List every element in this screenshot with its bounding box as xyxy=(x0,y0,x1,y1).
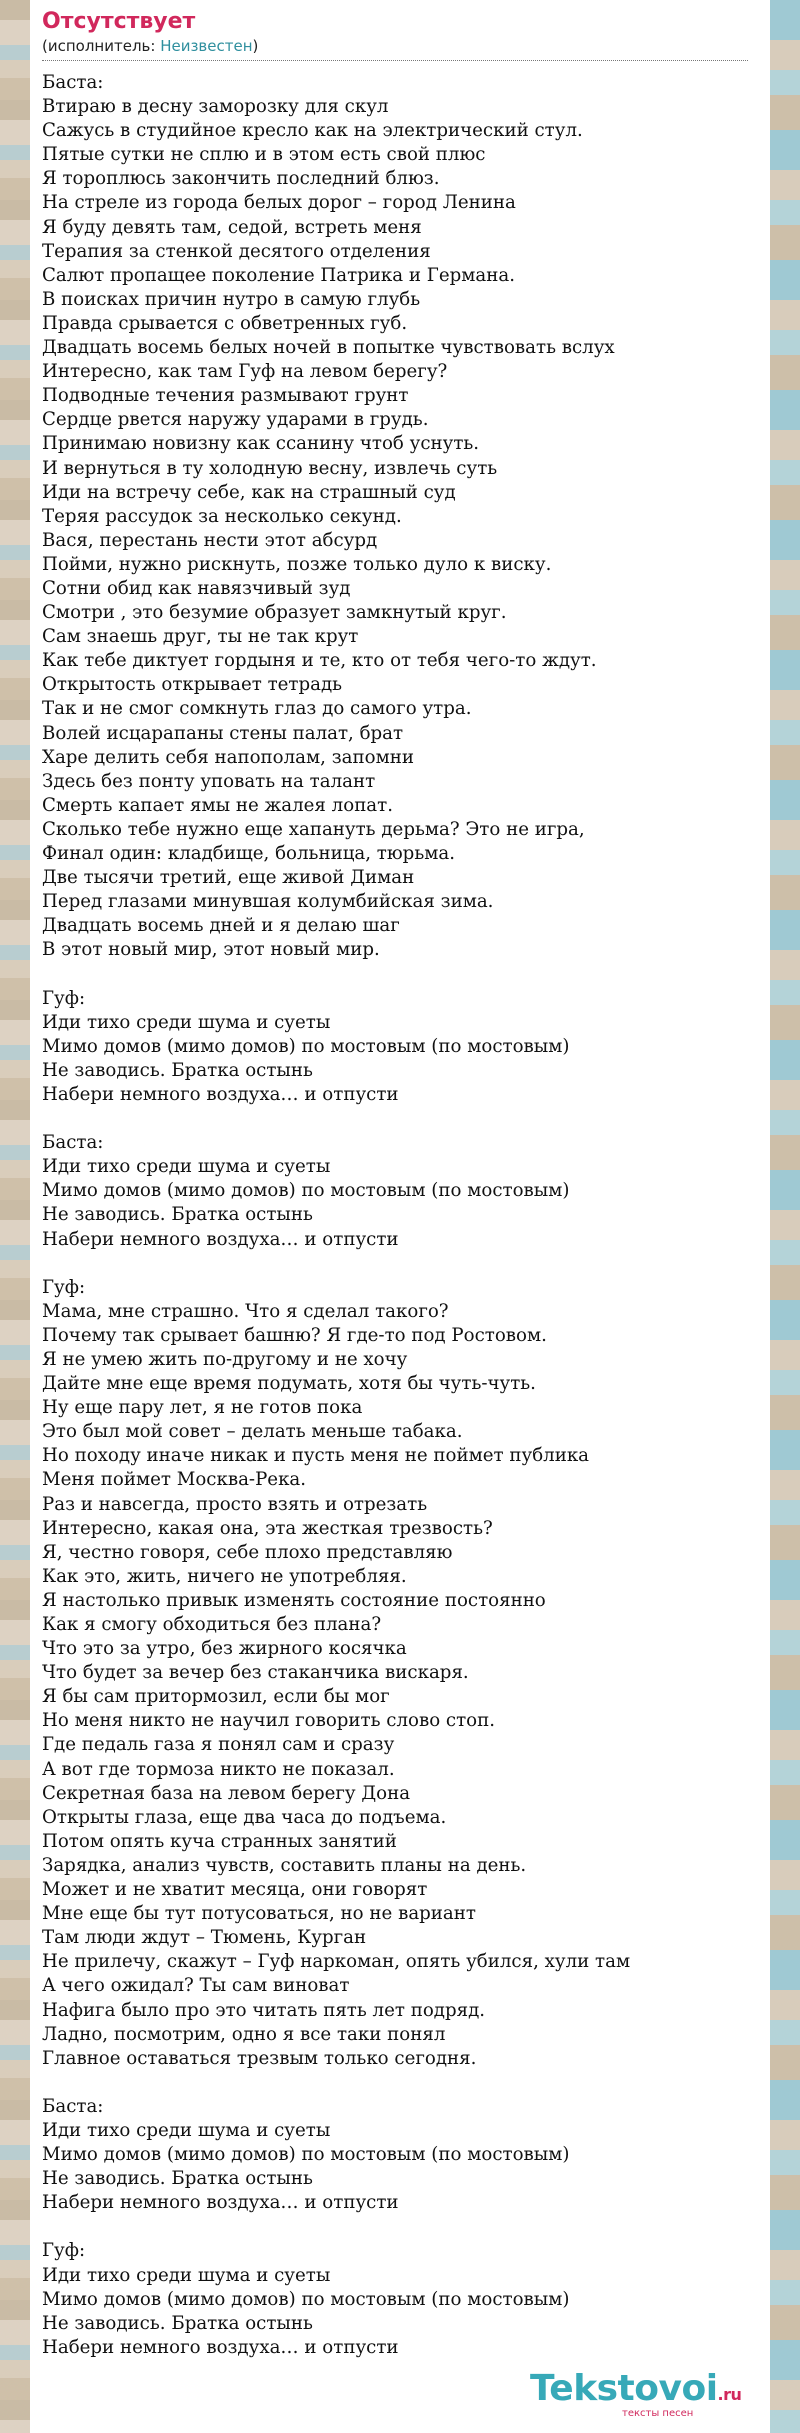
lyric-line: Так и не смог сомкнуть глаз до самого утра. xyxy=(42,698,472,720)
lyric-line: Набери немного воздуха… и отпусти xyxy=(42,1228,399,1250)
lyric-line: Я не умею жить по-другому и не хочу xyxy=(42,1348,408,1370)
lyric-line: Две тысячи третий, еще живой Диман xyxy=(42,867,415,889)
stanza-break xyxy=(42,1107,756,1131)
artist-suffix: ) xyxy=(252,37,259,55)
lyric-line: Вася, перестань нести этот абсурд xyxy=(42,529,378,551)
lyric-line: Там люди ждут – Тюмень, Курган xyxy=(42,1927,367,1949)
lyric-line: Ну еще пару лет, я не готов пока xyxy=(42,1397,363,1419)
lyric-line: Потом опять куча странных занятий xyxy=(42,1830,397,1852)
lyric-line: Двадцать восемь белых ночей в попытке чувствовать вслух xyxy=(42,337,615,359)
lyric-line: Главное оставаться трезвым только сегодня. xyxy=(42,2047,477,2069)
lyric-line: Баста: xyxy=(42,2095,104,2117)
lyric-line: Гуф: xyxy=(42,1276,86,1298)
lyric-line: Как это, жить, ничего не употребляя. xyxy=(42,1565,407,1587)
lyric-line: Открытость открывает тетрадь xyxy=(42,674,343,696)
lyric-line: Иди тихо среди шума и суеты xyxy=(42,1156,331,1178)
lyric-line: Это был мой совет – делать меньше табака. xyxy=(42,1421,463,1443)
stanza-break xyxy=(42,1252,756,1276)
lyric-line: А чего ожидал? Ты сам виноват xyxy=(42,1975,350,1997)
lyric-line: Подводные течения размывают грунт xyxy=(42,385,409,407)
lyric-line: Сотни обид как навязчивый зуд xyxy=(42,577,351,599)
lyric-line: Волей исцарапаны стены палат, брат xyxy=(42,722,404,744)
lyric-line: Почему так срывает башню? Я где-то под Ростовом. xyxy=(42,1324,547,1346)
lyric-line: Гуф: xyxy=(42,2240,86,2262)
site-logo[interactable] xyxy=(530,2370,770,2420)
lyric-line: Сердце рвется наружу ударами в грудь. xyxy=(42,409,429,431)
lyric-line: Смотри , это безумие образует замкнутый круг. xyxy=(42,602,507,624)
lyric-line: Интересно, какая она, эта жесткая трезвость? xyxy=(42,1517,493,1539)
artist-line xyxy=(42,36,756,56)
song-title: Отсутствует xyxy=(42,9,196,34)
lyric-line: Как тебе диктует гордыня и те, кто от тебя чего-то ждут. xyxy=(42,650,597,672)
lyric-line: Мне еще бы тут потусоваться, но не вариант xyxy=(42,1903,476,1925)
lyric-line: Смерть капает ямы не жалея лопат. xyxy=(42,794,393,816)
lyric-line: Мама, мне страшно. Что я сделал такого? xyxy=(42,1300,449,1322)
lyric-line: И вернуться в ту холодную весну, извлечь суть xyxy=(42,457,498,479)
lyric-line: Правда срывается с обветренных губ. xyxy=(42,312,408,334)
lyric-line: Я бы сам притормозил, если бы мог xyxy=(42,1686,390,1708)
lyric-line: Нафига было про это читать пять лет подряд. xyxy=(42,1999,486,2021)
lyric-line: Набери немного воздуха… и отпусти xyxy=(42,2336,399,2358)
lyric-line: Мимо домов (мимо домов) по мостовым (по мостовым) xyxy=(42,1035,570,1057)
lyric-line: Здесь без понту уповать на талант xyxy=(42,770,376,792)
lyric-line: Меня поймет Москва-Река. xyxy=(42,1469,307,1491)
stanza-break xyxy=(42,2215,756,2239)
lyric-line: Я буду девять там, седой, встреть меня xyxy=(42,216,422,238)
lyric-line: Сколько тебе нужно еще хапануть дерьма? Это не игра, xyxy=(42,818,585,840)
lyric-line: Мимо домов (мимо домов) по мостовым (по мостовым) xyxy=(42,2288,570,2310)
lyric-line: Я настолько привык изменять состояние постоянно xyxy=(42,1589,546,1611)
lyric-line: Терапия за стенкой десятого отделения xyxy=(42,240,431,262)
lyric-line: Иди тихо среди шума и суеты xyxy=(42,2264,331,2286)
lyric-line: Как я смогу обходиться без плана? xyxy=(42,1614,382,1635)
lyric-line: Где педаль газа я понял сам и сразу xyxy=(42,1734,395,1756)
logo-tld: .ru xyxy=(717,2385,742,2404)
lyric-line: Секретная база на левом берегу Дона xyxy=(42,1782,411,1804)
lyric-line: Мимо домов (мимо домов) по мостовым (по мостовым) xyxy=(42,2144,570,2166)
lyric-line: В этот новый мир, этот новый мир. xyxy=(42,939,380,961)
lyric-line: Двадцать восемь дней и я делаю шаг xyxy=(42,915,400,937)
lyric-line: Что это за утро, без жирного косячка xyxy=(42,1638,407,1660)
stanza-break xyxy=(42,2071,756,2095)
lyric-line: Принимаю новизну как ссанину чтоб уснуть. xyxy=(42,433,480,455)
lyric-line: Харе делить себя напополам, запомни xyxy=(42,746,414,768)
artist-link[interactable]: Неизвестен xyxy=(160,37,253,55)
lyric-line: Пойми, нужно рискнуть, позже только дуло к виску. xyxy=(42,553,552,575)
lyric-line: Может и не хватит месяца, они говорят xyxy=(42,1879,428,1901)
lyric-line: Я тороплюсь закончить последний блюз. xyxy=(42,168,440,190)
lyric-line: Не заводись. Братка остынь xyxy=(42,1204,313,1226)
logo-tagline: тексты песен xyxy=(622,2408,694,2419)
artist-prefix: (исполнитель: xyxy=(42,37,161,55)
lyric-line: Баста: xyxy=(42,72,104,93)
lyric-line: Втираю в десну заморозку для скул xyxy=(42,96,389,118)
lyric-line: Интересно, как там Гуф на левом берегу? xyxy=(42,361,448,383)
lyric-line: Иди тихо среди шума и суеты xyxy=(42,1011,331,1033)
lyrics-text xyxy=(30,61,770,2360)
lyric-line: Пятые сутки не сплю и в этом есть свой плюс xyxy=(42,144,486,166)
lyric-line: В поисках причин нутро в самую глубь xyxy=(42,288,421,310)
lyric-line: Иди тихо среди шума и суеты xyxy=(42,2119,331,2141)
lyric-line: Салют пропащее поколение Патрика и Германа. xyxy=(42,264,515,286)
lyric-line: На стреле из города белых дорог – город Ленина xyxy=(42,192,516,214)
lyric-line: Набери немного воздуха… и отпусти xyxy=(42,1083,399,1105)
lyric-line: Ладно, посмотрим, одно я все таки понял xyxy=(42,2023,446,2045)
lyric-line: Я, честно говоря, себе плохо представляю xyxy=(42,1541,453,1563)
lyric-line: Не прилечу, скажут – Гуф наркоман, опять убился, хули там xyxy=(42,1951,631,1973)
lyric-line: Набери немного воздуха… и отпусти xyxy=(42,2192,399,2214)
lyric-line: Но меня никто не научил говорить слово стоп. xyxy=(42,1710,496,1732)
lyric-line: Дайте мне еще время подумать, хотя бы чуть-чуть. xyxy=(42,1373,536,1395)
lyric-line: Финал один: кладбище, больница, тюрьма. xyxy=(42,843,456,864)
song-header xyxy=(30,0,770,61)
lyric-line: Открыты глаза, еще два часа до подъема. xyxy=(42,1806,447,1828)
lyric-line: Перед глазами минувшая колумбийская зима. xyxy=(42,891,494,913)
stanza-break xyxy=(42,962,756,986)
lyric-line: Раз и навсегда, просто взять и отрезать xyxy=(42,1493,428,1515)
lyric-line: Сам знаешь друг, ты не так крут xyxy=(42,626,359,648)
lyric-line: Иди на встречу себе, как на страшный суд xyxy=(42,481,456,503)
logo-name: Tekstovoi xyxy=(530,2368,718,2409)
lyric-line: Теряя рассудок за несколько секунд. xyxy=(42,505,402,527)
lyric-line: А вот где тормоза никто не показал. xyxy=(42,1758,395,1780)
decorative-stripe xyxy=(770,0,800,2433)
lyric-line: Гуф: xyxy=(42,987,86,1009)
lyric-line: Сажусь в студийное кресло как на электрический стул. xyxy=(42,120,583,142)
lyric-line: Мимо домов (мимо домов) по мостовым (по мостовым) xyxy=(42,1180,570,1202)
lyric-line: Не заводись. Братка остынь xyxy=(42,1059,313,1081)
lyric-line: Не заводись. Братка остынь xyxy=(42,2312,313,2334)
lyrics-page xyxy=(30,0,770,2433)
lyric-line: Не заводись. Братка остынь xyxy=(42,2168,313,2190)
lyric-line: Зарядка, анализ чувств, составить планы на день. xyxy=(42,1854,527,1876)
lyric-line: Баста: xyxy=(42,1132,104,1154)
lyric-line: Что будет за вечер без стаканчика вискаря. xyxy=(42,1662,469,1684)
lyric-line: Но походу иначе никак и пусть меня не поймет публика xyxy=(42,1445,590,1467)
